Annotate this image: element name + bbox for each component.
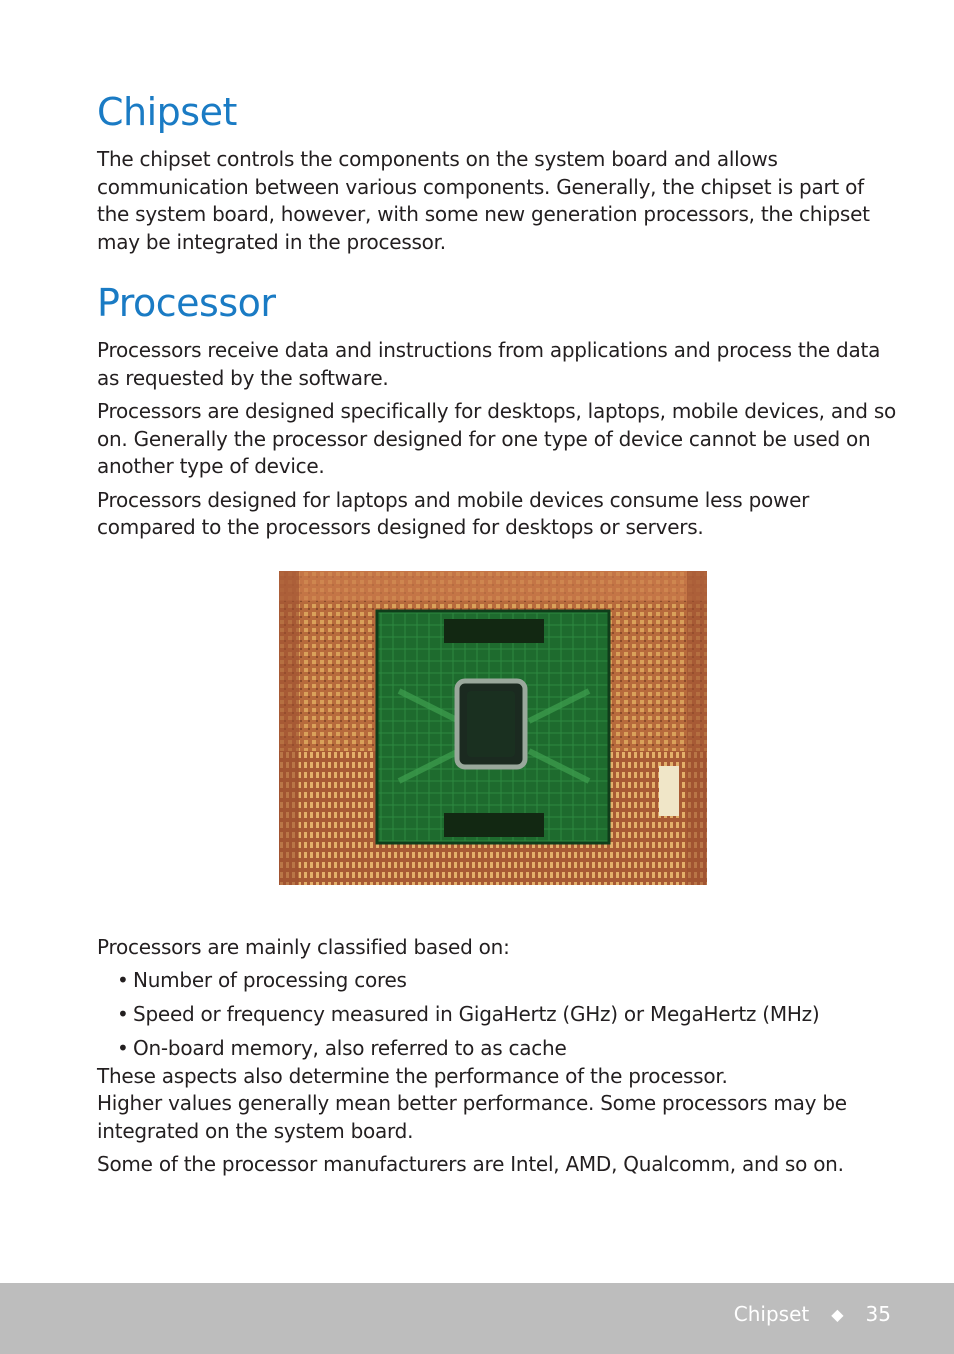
list-item: • Number of processing cores (117, 968, 407, 992)
page-content (97, 88, 897, 1179)
classified-intro: Processors are mainly classified based on: (97, 934, 510, 959)
processor-heading: Processor (97, 281, 276, 325)
processor-image (279, 571, 707, 885)
page-number: 35 (865, 1302, 891, 1326)
processor-figure-wrap (97, 542, 897, 934)
chipset-paragraph: The chipset controls the components on the system board and allows communication between various components. Generally, the chipset is part of the system board, however, with some new generation processors, the chipset may be integrated in the processor. (97, 147, 870, 254)
manufacturers-paragraph: Some of the processor manufacturers are Intel, AMD, Qualcomm, and so on. (97, 1152, 844, 1176)
aspects-line-2: Higher values generally mean better performance. Some processors may be integrated on the system board. (97, 1091, 847, 1143)
footer-label (734, 1301, 891, 1328)
processor-paragraph-3: Processors designed for laptops and mobile devices consume less power compared to the processors designed for desktops or servers. (97, 487, 810, 539)
page-footer (0, 1283, 954, 1354)
aspects-line-1: These aspects also determine the performance of the processor. (97, 1063, 728, 1088)
processor-paragraph-2: Processors are designed specifically for desktops, laptops, mobile devices, and so on. Generally the processor designed for one type of device cannot be used on another type of device. (97, 399, 896, 478)
list-item: • On-board memory, also referred to as cache (117, 1036, 567, 1060)
diamond-icon: ◆ (831, 1305, 844, 1324)
classification-list (97, 967, 897, 1063)
footer-section: Chipset (733, 1302, 810, 1326)
chipset-heading: Chipset (97, 90, 237, 134)
processor-paragraph-1: Processors receive data and instructions from applications and process the data as requested by the software. (97, 338, 881, 390)
list-item: • Speed or frequency measured in GigaHertz (GHz) or MegaHertz (MHz) (117, 1002, 820, 1026)
